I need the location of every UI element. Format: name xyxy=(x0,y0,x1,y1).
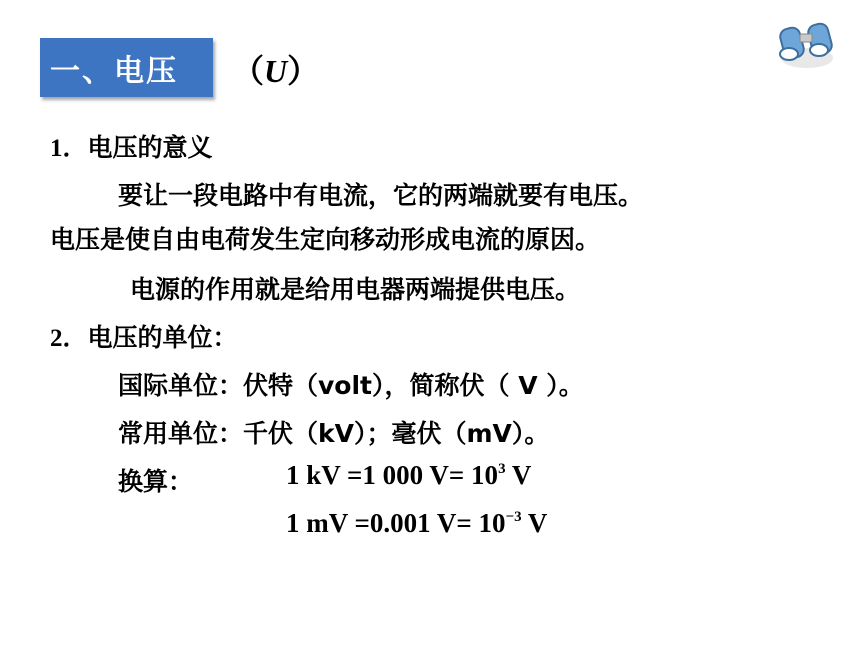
common-unit-line: 常用单位：千伏（kV）；毫伏（mV）。 xyxy=(118,419,550,448)
section-2-number: 2． xyxy=(50,325,88,352)
section-1-heading xyxy=(50,128,213,164)
formula-kilovolt-unit: V xyxy=(505,460,532,490)
section-2-title: 电压的单位： xyxy=(87,323,238,352)
paragraph-1-line-2: 电压是使自由电荷发生定向移动形成电流的原因。 xyxy=(50,225,601,254)
symbol-open-paren: （ xyxy=(232,52,265,90)
formula-millivolt xyxy=(286,508,547,539)
international-unit-line: 国际单位：伏特（volt），简称伏（ V ）。 xyxy=(118,371,584,400)
section-1-title: 电压的意义 xyxy=(87,133,213,162)
symbol-variable: U xyxy=(264,53,288,89)
section-2-heading xyxy=(50,318,238,354)
conversion-label: 换算： xyxy=(118,467,194,496)
voltage-symbol xyxy=(232,46,319,92)
formula-millivolt-exponent: −3 xyxy=(505,509,522,525)
formula-kilovolt xyxy=(286,460,531,491)
section-title-box xyxy=(40,38,213,97)
binoculars-icon xyxy=(776,18,838,74)
section-title: 一、电压 xyxy=(50,53,178,89)
formula-kilovolt-main: 1 kV =1 000 V= 10 xyxy=(286,460,499,490)
paragraph-1-line-1: 要让一段电路中有电流，它的两端就要有电压。 xyxy=(118,181,644,210)
formula-millivolt-main: 1 mV =0.001 V= 10 xyxy=(286,508,506,538)
symbol-close-paren: ） xyxy=(287,52,320,90)
formula-millivolt-unit: V xyxy=(521,508,548,538)
formula-kilovolt-exponent: 3 xyxy=(498,461,506,477)
section-1-number: 1． xyxy=(50,135,88,162)
paragraph-2: 电源的作用就是给用电器两端提供电压。 xyxy=(130,275,581,304)
